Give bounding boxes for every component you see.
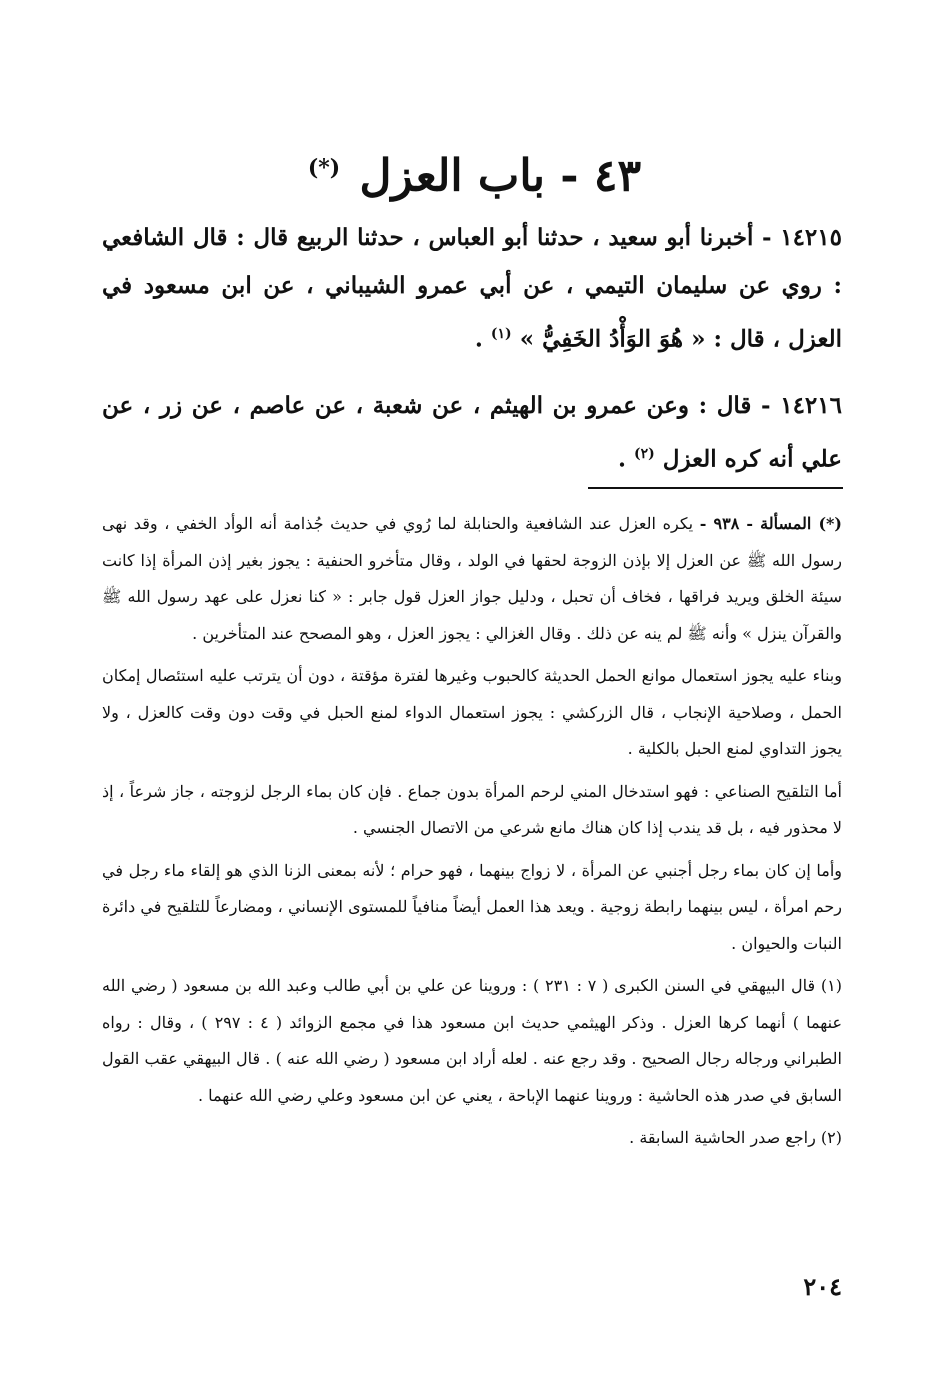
footnote-paragraph: وبناء عليه يجوز استعمال موانع الحمل الحديثة كالحبوب وغيرها لفترة مؤقتة ، دون أن يترتب عليه استئصال إمكان الحمل ، وصلاحية الإنجاب ، قال الزركشي : يجوز استعمال الدواء لمنع الحبل في وقت دون وقت كالعزل ، ولا يجوز التداوي لمنع الحبل بالكلية . xyxy=(102,666,842,758)
hadith-text-block xyxy=(102,214,842,501)
footnote-note-2: (٢) راجع صدر الحاشية السابقة . xyxy=(629,1128,842,1147)
footnote-divider xyxy=(588,487,843,489)
hadith-14216 xyxy=(102,382,842,484)
hadith-14216-end: . xyxy=(617,445,634,473)
chapter-title-text: ٤٣ - باب العزل xyxy=(359,150,642,202)
hadith-14216-text: ١٤٢١٦ - قال : وعن عمرو بن الهيثم ، عن شعبة ، عن عاصم ، عن زر ، عن علي أنه كره العزل xyxy=(102,391,842,473)
chapter-title xyxy=(0,138,949,207)
page-number: ٢٠٤ xyxy=(803,1272,842,1301)
footnote-issue-text: يكره العزل عند الشافعية والحنابلة لما رُوي في حديث جُذامة أنه الوأد الخفي ، وقد نهى رسول الله ﷺ عن العزل إلا بإذن الزوجة لحقها في الولد ، وقال متأخرو الحنفية : يجوز بغير إذن المرأة إذا كانت سيئة الخلق ويريد فراقها ، فخاف أن تحبل ، ودليل جواز العزل قول جابر : « كنا نعزل على عهد رسول الله ﷺ والقرآن ينزل » وأنه ﷺ لم ينه عن ذلك . وقال الغزالي : يجوز العزل ، وهو المصحح عند المتأخرين . xyxy=(102,514,843,643)
footnotes-block xyxy=(102,506,842,1163)
hadith-14215-footnote-ref: (١) xyxy=(490,326,512,342)
footnote-note-1: (١) قال البيهقي في السنن الكبرى ( ٧ : ٢٣١ ) : وروينا عن علي بن أبي طالب وعبد الله بن مسعود ( رضي الله عنهما ) أنهما كرها العزل . وذكر الهيثمي حديث ابن مسعود هذا في مجمع الزوائد ( ٤ : ٢٩٧ ) ، وقال : رواه الطبراني ورجاله رجال الصحيح . وقد رجع عنه . لعله أراد ابن مسعود ( رضي الله عنه ) . قال البيهقي عقب القول السابق في صدر هذه الحاشية : وروينا عنهما الإباحة ، يعني عن ابن مسعود وعلي رضي الله عنهما . xyxy=(102,976,843,1105)
footnote-issue xyxy=(102,506,842,652)
chapter-footnote-mark: (*) xyxy=(307,155,341,181)
hadith-14215-end: . xyxy=(474,325,491,353)
footnote-issue-lead: (*) المسألة - ٩٣٨ - xyxy=(699,514,842,533)
footnote-paragraph: أما التلقيح الصناعي : فهو استدخال المني لرحم المرأة بدون جماع . فإن كان بماء الرجل لزوجته ، جاز شرعاً ، إذ لا محذور فيه ، بل قد يندب إذا كان هناك مانع شرعي من الاتصال الجنسي . xyxy=(102,781,843,837)
footnote-paragraph: وأما إن كان بماء رجل أجنبي عن المرأة ، لا زواج بينهما ، فهو حرام ؛ لأنه بمعنى الزنا الذي هو إلقاء ماء رجل في رحم امرأة ، ليس بينهما رابطة زوجية . ويعد هذا العمل أيضاً منافياً للمستوى الإنساني ، ومضارعاً للتلقيح في دائرة النبات والحيوان . xyxy=(102,860,843,953)
hadith-14215 xyxy=(102,214,842,364)
hadith-14215-text: ١٤٢١٥ - أخبرنا أبو سعيد ، حدثنا أبو العباس ، حدثنا الربيع قال : قال الشافعي : روي عن سليمان التيمي ، عن أبي عمرو الشيباني ، عن ابن مسعود في العزل ، قال : « هُوَ الوَأْدُ الخَفِيُّ » xyxy=(102,224,842,353)
hadith-14216-footnote-ref: (٢) xyxy=(633,445,655,462)
